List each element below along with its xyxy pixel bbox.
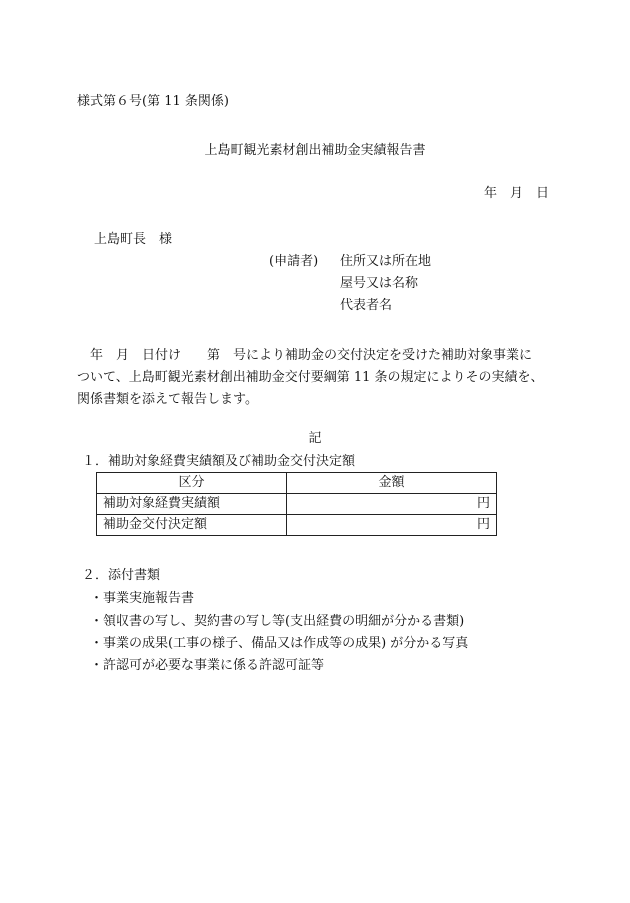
applicant-address-label: 住所又は所在地 — [340, 254, 432, 269]
body-paragraph — [77, 345, 557, 411]
section-2-heading: ２．添付書類 — [82, 568, 161, 583]
applicant-label: (申請者) — [269, 254, 319, 269]
table-header-row — [97, 473, 497, 494]
table-header-amount: 金額 — [287, 473, 497, 494]
amount-table — [96, 472, 497, 536]
date-line: 年 月 日 — [484, 186, 550, 201]
document-title: 上島町観光素材創出補助金実績報告書 — [204, 143, 426, 158]
form-number: 様式第６号(第 11 条関係) — [77, 94, 229, 109]
row-amount-expense-actual: 円 — [287, 494, 497, 515]
applicant-name-label: 屋号又は名称 — [340, 276, 419, 291]
ki-marker: 記 — [308, 431, 322, 446]
table-header-category: 区分 — [97, 473, 287, 494]
attachment-item: ・許認可が必要な事業に係る許認可証等 — [90, 658, 325, 673]
row-label-expense-actual: 補助対象経費実績額 — [97, 494, 287, 515]
row-amount-grant-decision: 円 — [287, 515, 497, 536]
attachment-item: ・事業の成果(工事の様子、備品又は作成等の成果) が分かる写真 — [90, 636, 469, 651]
addressee: 上島町長 様 — [94, 232, 173, 247]
body-line-1: 年 月 日付け 第 号により補助金の交付決定を受けた補助対象事業に — [90, 348, 533, 363]
attachment-item: ・領収書の写し、契約書の写し等(支出経費の明細が分かる書類) — [90, 614, 465, 629]
applicant-representative-label: 代表者名 — [340, 298, 393, 313]
body-line-2: ついて、上島町観光素材創出補助金交付要綱第 11 条の規定によりその実績を、 — [77, 370, 544, 385]
table-row — [97, 494, 497, 515]
attachment-item: ・事業実施報告書 — [90, 591, 195, 606]
table-row — [97, 515, 497, 536]
section-1-heading: １．補助対象経費実績額及び補助金交付決定額 — [82, 454, 356, 469]
row-label-grant-decision: 補助金交付決定額 — [97, 515, 287, 536]
body-line-3: 関係書類を添えて報告します。 — [77, 392, 258, 407]
